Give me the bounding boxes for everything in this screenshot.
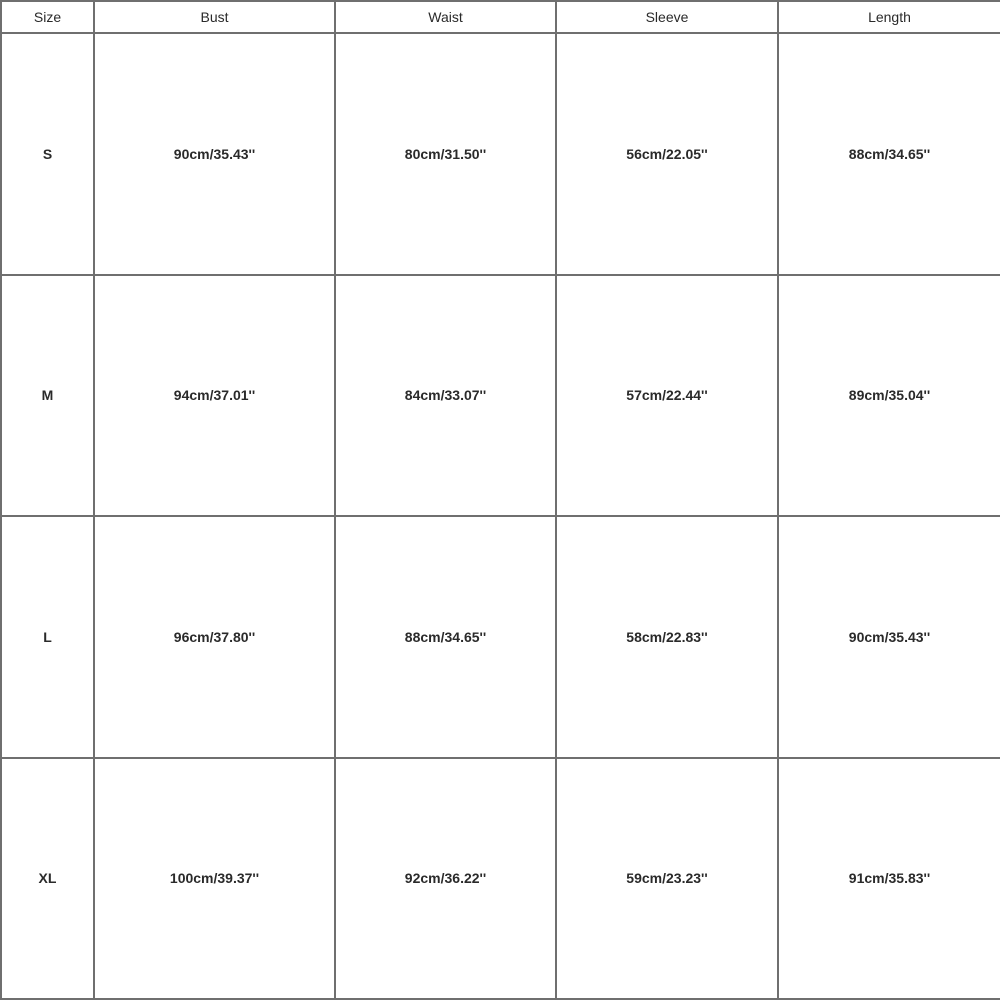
- cell-sleeve: 56cm/22.05'': [557, 34, 779, 276]
- cell-waist: 84cm/33.07'': [336, 276, 557, 518]
- cell-bust: 96cm/37.80'': [95, 517, 336, 759]
- cell-size: S: [2, 34, 95, 276]
- header-waist: Waist: [336, 2, 557, 34]
- cell-length: 88cm/34.65'': [779, 34, 1000, 276]
- table-row: [2, 759, 1000, 1000]
- cell-sleeve: 57cm/22.44'': [557, 276, 779, 518]
- cell-waist: 88cm/34.65'': [336, 517, 557, 759]
- cell-bust: 100cm/39.37'': [95, 759, 336, 1000]
- cell-sleeve: 58cm/22.83'': [557, 517, 779, 759]
- cell-size: XL: [2, 759, 95, 1000]
- table-row: [2, 34, 1000, 276]
- header-size: Size: [2, 2, 95, 34]
- cell-length: 89cm/35.04'': [779, 276, 1000, 518]
- cell-waist: 92cm/36.22'': [336, 759, 557, 1000]
- cell-size: M: [2, 276, 95, 518]
- cell-waist: 80cm/31.50'': [336, 34, 557, 276]
- table-row: [2, 517, 1000, 759]
- cell-bust: 94cm/37.01'': [95, 276, 336, 518]
- header-bust: Bust: [95, 2, 336, 34]
- cell-length: 91cm/35.83'': [779, 759, 1000, 1000]
- cell-size: L: [2, 517, 95, 759]
- cell-sleeve: 59cm/23.23'': [557, 759, 779, 1000]
- cell-bust: 90cm/35.43'': [95, 34, 336, 276]
- header-sleeve: Sleeve: [557, 2, 779, 34]
- header-length: Length: [779, 2, 1000, 34]
- table-row: [2, 276, 1000, 518]
- cell-length: 90cm/35.43'': [779, 517, 1000, 759]
- header-row: [2, 2, 1000, 34]
